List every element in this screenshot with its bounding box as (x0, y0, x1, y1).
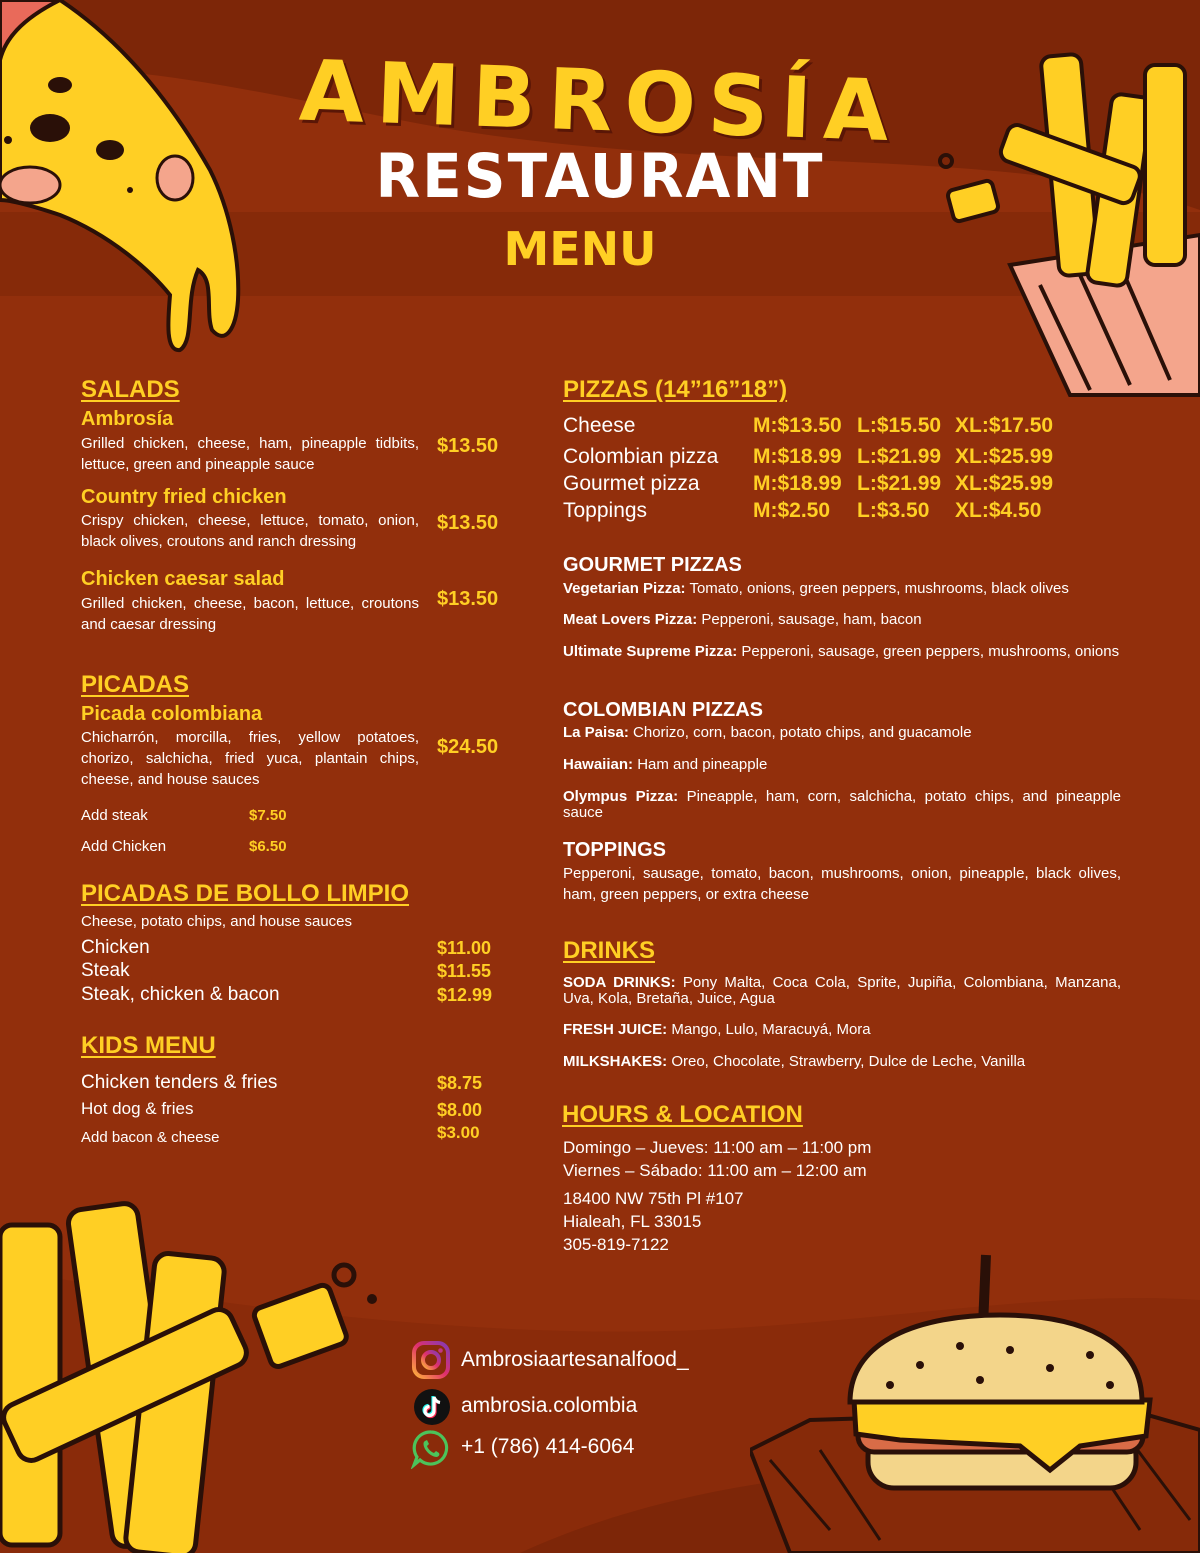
colombian-pizza-item (563, 725, 1121, 741)
kids-item-name: Add bacon & cheese (81, 1129, 220, 1146)
colombian-pizza-label: La Paisa: (563, 724, 629, 741)
colombian-pizza-ingredients: Chorizo, corn, bacon, potato chips, and guacamole (628, 724, 972, 741)
addon-price: $7.50 (249, 807, 287, 824)
drink-category-items: Pony Malta, Coca Cola, Sprite, Jupiña, Colombiana, Manzana, Uva, Kola, Bretaña, Juice, Agua (563, 974, 1121, 1007)
pizza-price-medium: M:$18.99 (753, 472, 842, 495)
pizza-price-medium: M:$13.50 (753, 414, 842, 437)
burger-illustration (750, 1250, 1200, 1553)
drink-category-items: Oreo, Chocolate, Strawberry, Dulce de Leche, Vanilla (667, 1053, 1026, 1070)
salads-section-title: SALADS (81, 376, 180, 403)
drink-category-label: FRESH JUICE: (563, 1021, 668, 1038)
picada-item-description: Chicharrón, morcilla, fries, yellow potatoes, chorizo, salchicha, fried yuca, plantain chips, cheese, and house sauces (81, 729, 419, 788)
hours-location-title: HOURS & LOCATION (562, 1101, 803, 1128)
drink-category-label: SODA DRINKS: (563, 974, 676, 991)
pizza-size-row-name: Toppings (563, 499, 648, 522)
salad-item-name: Chicken caesar salad (81, 568, 285, 590)
colombian-pizza-label: Hawaiian: (563, 756, 634, 773)
kids-item-name: Hot dog & fries (81, 1099, 194, 1118)
drink-category (563, 1022, 1121, 1038)
address-line: Hialeah, FL 33015 (563, 1212, 702, 1231)
menu-heading: MENU (503, 222, 657, 276)
hours-line: Viernes – Sábado: 11:00 am – 12:00 am (563, 1161, 867, 1180)
pizzas-section-title: PIZZAS (14”16”18”) (563, 376, 788, 403)
instagram-handle[interactable]: Ambrosiaartesanalfood_ (461, 1348, 689, 1371)
colombian-pizzas-title: COLOMBIAN PIZZAS (563, 699, 763, 721)
pizza-price-xl: XL:$25.99 (955, 472, 1054, 495)
gourmet-pizza-item (563, 612, 1121, 628)
bollo-item-name: Steak (81, 960, 130, 981)
salad-item-price: $13.50 (437, 588, 499, 610)
salad-item-price: $13.50 (437, 435, 499, 457)
bollo-item-price: $11.00 (437, 938, 492, 958)
phone-number: 305-819-7122 (563, 1235, 669, 1254)
pizza-price-large: L:$21.99 (857, 445, 942, 468)
instagram-icon (412, 1341, 450, 1379)
kids-item-price: $8.75 (437, 1073, 483, 1093)
pizza-price-large: L:$3.50 (857, 499, 930, 522)
gourmet-pizza-ingredients: Pepperoni, sausage, green peppers, mushrooms, onions (737, 643, 1120, 660)
addon-name: Add steak (81, 807, 148, 824)
kids-item-name: Chicken tenders & fries (81, 1072, 278, 1093)
pizza-price-large: L:$15.50 (857, 414, 942, 437)
gourmet-pizza-ingredients: Pepperoni, sausage, ham, bacon (697, 611, 922, 628)
drink-category (563, 1054, 1121, 1070)
address-line: 18400 NW 75th Pl #107 (563, 1189, 744, 1208)
gourmet-pizzas-title: GOURMET PIZZAS (563, 554, 742, 576)
tiktok-icon (413, 1388, 451, 1426)
bollo-item-name: Steak, chicken & bacon (81, 984, 280, 1005)
kids-item-price: $3.00 (437, 1123, 480, 1142)
salad-item-price: $13.50 (437, 512, 499, 534)
salad-item-description: Grilled chicken, cheese, ham, pineapple tidbits, lettuce, green and pineapple sauce (81, 435, 419, 473)
gourmet-pizza-ingredients: Tomato, onions, green peppers, mushrooms, black olives (685, 580, 1069, 597)
colombian-pizza-item (563, 789, 1121, 821)
toppings-title: TOPPINGS (563, 839, 666, 861)
salad-item-name: Country fried chicken (81, 486, 287, 508)
pizza-price-xl: XL:$17.50 (955, 414, 1054, 437)
pizza-price-xl: XL:$4.50 (955, 499, 1042, 522)
bollo-section-title: PICADAS DE BOLLO LIMPIO (81, 880, 410, 907)
colombian-pizza-ingredients: Pineapple, ham, corn, salchicha, potato chips, and pineapple sauce (563, 788, 1121, 821)
hours-line: Domingo – Jueves: 11:00 am – 11:00 pm (563, 1138, 872, 1157)
bollo-item-price: $11.55 (437, 961, 492, 981)
gourmet-pizza-item (563, 581, 1121, 597)
pizza-size-row-name: Colombian pizza (563, 445, 719, 468)
picada-item-price: $24.50 (437, 736, 499, 758)
drinks-section-title: DRINKS (563, 937, 656, 964)
kids-section-title: KIDS MENU (81, 1032, 216, 1059)
restaurant-subtitle: RESTAURANT (375, 140, 825, 212)
pizza-price-large: L:$21.99 (857, 472, 942, 495)
pizza-price-medium: M:$2.50 (753, 499, 831, 522)
tiktok-handle[interactable]: ambrosia.colombia (461, 1394, 638, 1417)
bollo-item-price: $12.99 (437, 985, 493, 1005)
bollo-item-name: Chicken (81, 937, 150, 958)
picadas-section-title: PICADAS (81, 671, 190, 698)
toppings-list: Pepperoni, sausage, tomato, bacon, mushrooms, onion, pineapple, black olives, ham, green peppers, or extra cheese (563, 865, 1121, 903)
pizza-size-row-name: Gourmet pizza (563, 472, 700, 495)
whatsapp-icon (411, 1429, 449, 1467)
addon-name: Add Chicken (81, 838, 167, 855)
pizza-price-medium: M:$18.99 (753, 445, 842, 468)
fries-illustration-bottom (0, 1185, 390, 1553)
gourmet-pizza-label: Meat Lovers Pizza: (563, 611, 698, 628)
restaurant-brand-name: AMBROSÍA (297, 41, 903, 161)
colombian-pizza-item (563, 757, 1121, 773)
picada-item-name: Picada colombiana (81, 703, 263, 725)
drink-category-label: MILKSHAKES: (563, 1053, 668, 1070)
kids-item-price: $8.00 (437, 1100, 483, 1120)
salad-item-description: Crispy chicken, cheese, lettuce, tomato, onion, black olives, croutons and ranch dressing (81, 512, 419, 550)
colombian-pizza-label: Olympus Pizza: (563, 788, 679, 805)
pizza-price-xl: XL:$25.99 (955, 445, 1054, 468)
gourmet-pizza-item (563, 644, 1121, 660)
colombian-pizza-ingredients: Ham and pineapple (633, 756, 768, 773)
salad-item-description: Grilled chicken, cheese, bacon, lettuce, croutons and caesar dressing (81, 595, 419, 633)
drink-category-items: Mango, Lulo, Maracuyá, Mora (667, 1021, 871, 1038)
pizza-size-row-name: Cheese (563, 414, 636, 437)
gourmet-pizza-label: Ultimate Supreme Pizza: (563, 643, 738, 660)
addon-price: $6.50 (249, 838, 287, 855)
drink-category (563, 975, 1121, 1007)
bollo-description: Cheese, potato chips, and house sauces (81, 913, 353, 930)
whatsapp-number[interactable]: +1 (786) 414-6064 (461, 1435, 635, 1458)
gourmet-pizza-label: Vegetarian Pizza: (563, 580, 686, 597)
salad-item-name: Ambrosía (81, 408, 174, 430)
